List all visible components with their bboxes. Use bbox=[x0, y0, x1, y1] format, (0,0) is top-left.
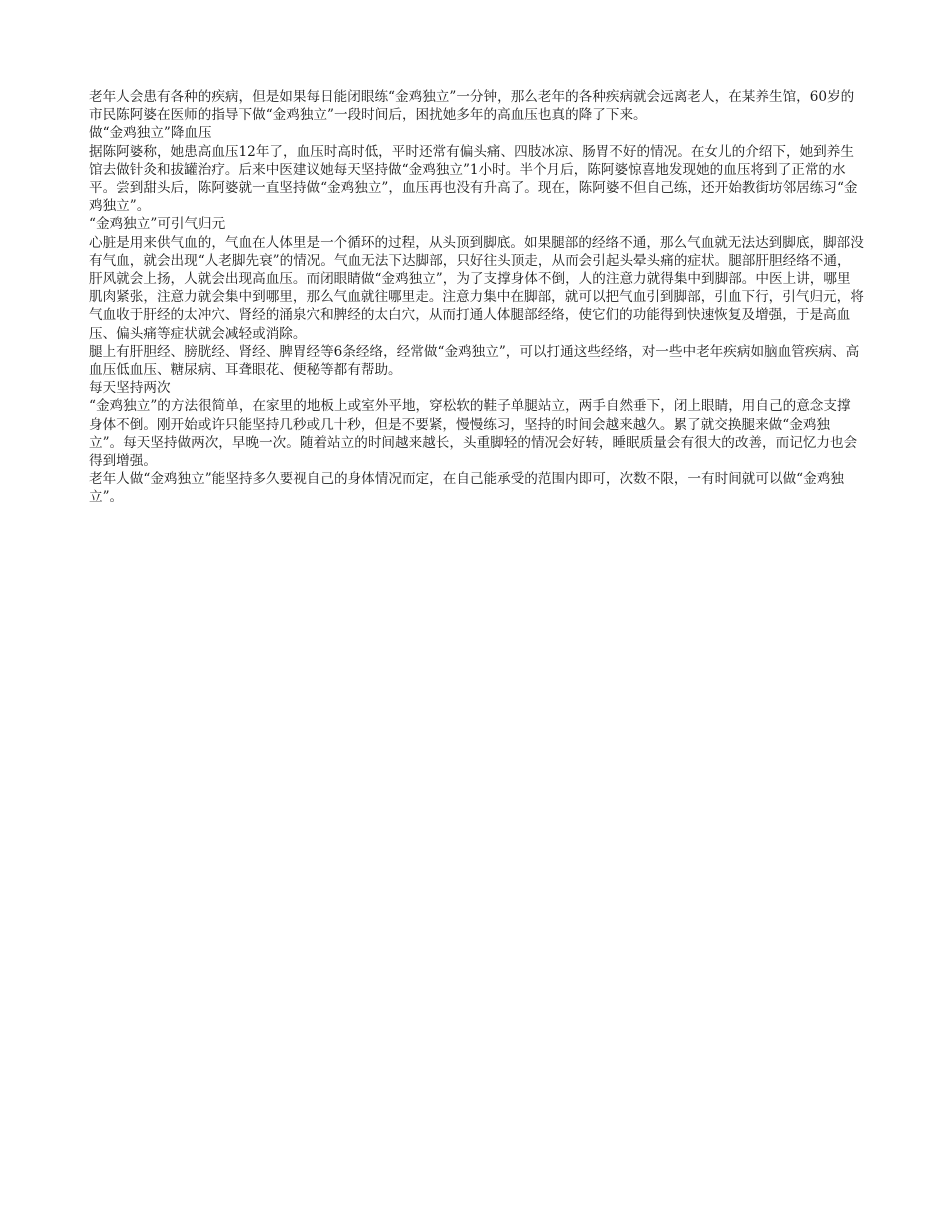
section2-paragraph-2: 腿上有肝胆经、膀胱经、肾经、脾胃经等6条经络，经常做“金鸡独立”，可以打通这些经络，对一些中老年疾病如脑血管疾病、高血压低血压、糖尿病、耳聋眼花、便秘等都有帮助。 bbox=[89, 343, 860, 379]
section3-paragraph-1: “金鸡独立”的方法很简单，在家里的地板上或室外平地，穿松软的鞋子单腿站立，两手自然垂下，闭上眼睛，用自己的意念支撑身体不倒。刚开始或许只能坚持几秒或几十秒，但是不要紧，慢慢练习，坚持的时间会越来越久。累了就交换腿来做“金鸡独立”。每天坚持做两次，早晚一次。随着站立的时间越来越长，头重脚轻的情况会好转，睡眠质量会有很大的改善，而记忆力也会得到增强。 bbox=[89, 398, 858, 470]
section1-paragraph: 据陈阿婆称，她患高血压12年了，血压时高时低，平时还常有偏头痛、四肢冰凉、肠胃不好的情况。在女儿的介绍下，她到养生馆去做针灸和拔罐治疗。后来中医建议她每天坚持做“金鸡独立”1小时。半个月后，陈阿婆惊喜地发现她的血压将到了正常的水平。尝到甜头后，陈阿婆就一直坚持做“金鸡独立”，血压再也没有升高了。现在，陈阿婆不但自己练，还开始教街坊邻居练习“金鸡独立”。 bbox=[89, 143, 858, 215]
section-heading-guide-qi: “金鸡独立”可引气归元 bbox=[89, 216, 226, 233]
section-heading-twice-daily: 每天坚持两次 bbox=[89, 380, 171, 397]
section3-paragraph-2: 老年人做“金鸡独立”能坚持多久要视自己的身体情况而定，在自己能承受的范围内即可，次数不限，一有时间就可以做“金鸡独立”。 bbox=[89, 471, 844, 506]
section-heading-lower-blood-pressure: 做“金鸡独立”降血压 bbox=[89, 125, 212, 142]
article-body bbox=[89, 88, 864, 507]
section2-paragraph-1: 心脏是用来供气血的，气血在人体里是一个循环的过程，从头顶到脚底。如果腿部的经络不通，那么气血就无法达到脚底，脚部没有气血，就会出现“人老脚先衰”的情况。气血无法下达脚部，只好往头顶走，从而会引起头晕头痛的症状。腿部肝胆经络不通，肝风就会上扬，人就会出现高血压。而闭眼睛做“金鸡独立”，为了支撑身体不倒，人的注意力就得集中到脚部。中医上讲，哪里肌肉紧张，注意力就会集中到哪里，那么气血就往哪里走。注意力集中在脚部，就可以把气血引到脚部，引血下行，引气归元，将气血收于肝经的太冲穴、肾经的涌泉穴和脾经的太白穴，从而打通人体腿部经络，使它们的功能得到快速恢复及增强，于是高血压、偏头痛等症状就会减轻或消除。 bbox=[89, 234, 864, 342]
intro-paragraph: 老年人会患有各种的疾病，但是如果每日能闭眼练“金鸡独立”一分钟，那么老年的各种疾病就会远离老人，在某养生馆，60岁的市民陈阿婆在医师的指导下做“金鸡独立”一段时间后，困扰她多年的高血压也真的降了下来。 bbox=[89, 89, 855, 124]
